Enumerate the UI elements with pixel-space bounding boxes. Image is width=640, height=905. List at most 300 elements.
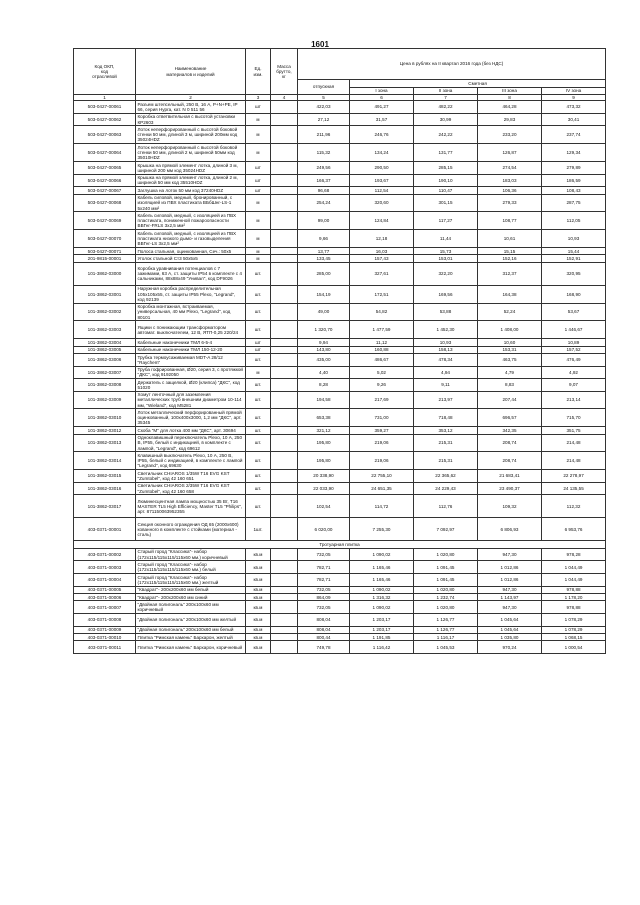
price-zone4: 30,41 xyxy=(542,113,606,126)
item-code: 101-3862-03002 xyxy=(74,303,136,321)
item-unit: шт. xyxy=(246,409,271,427)
item-unit: шт. xyxy=(246,482,271,495)
item-code: 101-3862-03006 xyxy=(74,353,136,366)
header-zone3: III зона xyxy=(478,88,542,95)
price-zone3: 1 012,86 xyxy=(478,561,542,574)
price-zone1: 124,84 xyxy=(350,212,414,230)
item-mass xyxy=(271,614,298,627)
item-unit: шт xyxy=(246,346,271,353)
price-zone3: 1 408,00 xyxy=(478,321,542,339)
item-mass xyxy=(271,255,298,262)
price-zone1: 219,06 xyxy=(350,452,414,470)
price-release: 211,96 xyxy=(298,126,350,144)
item-name: Старый город "Классика"- набор (172х115/115х115/115х60 мм.) желтый xyxy=(136,574,246,587)
price-zone3: 1 035,80 xyxy=(478,633,542,640)
price-release: 1 320,70 xyxy=(298,321,350,339)
price-release: 49,00 xyxy=(298,303,350,321)
price-zone3: 52,24 xyxy=(478,303,542,321)
item-unit: м xyxy=(246,126,271,144)
item-code: 503-0427-00070 xyxy=(74,230,136,248)
item-name: "Квадрат"- 200х200х60 мм синий xyxy=(136,594,246,601)
item-name: Разъем штепсельный, 250 В, 16 А, P+N+PE, IP 66, серия Hypra, кат. N 0 511 56 xyxy=(136,101,246,114)
item-mass xyxy=(271,391,298,409)
price-zone1: 1 090,02 xyxy=(350,601,414,614)
item-code: 403-0371-00002 xyxy=(74,548,136,561)
price-zone4: 213,14 xyxy=(542,391,606,409)
price-zone2: 213,97 xyxy=(414,391,478,409)
price-zone2: 24 229,43 xyxy=(414,482,478,495)
price-release: 321,12 xyxy=(298,427,350,434)
table-row xyxy=(74,586,606,593)
table-row xyxy=(74,101,606,114)
price-release: 782,71 xyxy=(298,561,350,574)
price-zone4: 214,48 xyxy=(542,434,606,452)
price-zone3: 15,15 xyxy=(478,247,542,254)
price-zone4: 10,89 xyxy=(542,339,606,346)
table-row xyxy=(74,434,606,452)
price-release: 285,00 xyxy=(298,262,350,285)
item-name: Кабельные наконечники ТМЛ 150-12-20 xyxy=(136,346,246,353)
item-unit: кв.м xyxy=(246,614,271,627)
price-zone4: 214,48 xyxy=(542,452,606,470)
item-mass xyxy=(271,633,298,640)
table-row xyxy=(74,161,606,174)
price-zone2: 1 126,77 xyxy=(414,614,478,627)
price-zone1: 7 255,30 xyxy=(350,518,414,541)
price-zone3: 1 045,64 xyxy=(478,614,542,627)
item-code: 403-0371-00007 xyxy=(74,601,136,614)
price-zone2: 242,22 xyxy=(414,126,478,144)
item-mass xyxy=(271,187,298,194)
column-number: 7 xyxy=(414,95,478,101)
item-mass xyxy=(271,586,298,593)
item-code: 503-0427-00071 xyxy=(74,247,136,254)
item-name: Коробка монтажная, встраиваемая, универсальная, 40 мм Plexo, "Legrand", код 80101 xyxy=(136,303,246,321)
price-release: 8,28 xyxy=(298,379,350,392)
price-release: 20 338,90 xyxy=(298,470,350,483)
item-code: 403-0371-00008 xyxy=(74,614,136,627)
item-name: "Квадрат"- 200х200х60 мм белый xyxy=(136,586,246,593)
item-unit: шт. xyxy=(246,391,271,409)
price-zone1: 193,67 xyxy=(350,174,414,187)
price-zone3: 1 143,97 xyxy=(478,594,542,601)
column-number: 1 xyxy=(74,95,136,101)
price-zone1: 172,51 xyxy=(350,285,414,303)
price-zone3: 29,83 xyxy=(478,113,542,126)
price-zone3: 463,75 xyxy=(478,353,542,366)
table-row xyxy=(74,346,606,353)
price-zone4: 978,88 xyxy=(542,586,606,593)
table-row xyxy=(74,470,606,483)
item-unit: кв.м xyxy=(246,626,271,633)
item-unit: кв.м xyxy=(246,641,271,654)
item-mass xyxy=(271,434,298,452)
price-zone4: 24 135,55 xyxy=(542,482,606,495)
price-zone1: 12,18 xyxy=(350,230,414,248)
item-unit: м xyxy=(246,212,271,230)
item-mass xyxy=(271,144,298,162)
price-zone4: 351,75 xyxy=(542,427,606,434)
price-zone1: 1 165,46 xyxy=(350,574,414,587)
price-zone3: 696,57 xyxy=(478,409,542,427)
price-zone1: 327,61 xyxy=(350,262,414,285)
price-zone2: 15,73 xyxy=(414,247,478,254)
table-row xyxy=(74,561,606,574)
item-unit: шт xyxy=(246,174,271,187)
price-zone4: 6 953,76 xyxy=(542,518,606,541)
price-zone2: 301,15 xyxy=(414,194,478,212)
price-zone1: 134,24 xyxy=(350,144,414,162)
price-zone2: 322,20 xyxy=(414,262,478,285)
price-zone3: 164,38 xyxy=(478,285,542,303)
item-mass xyxy=(271,285,298,303)
price-release: 154,19 xyxy=(298,285,350,303)
item-unit: шт xyxy=(246,101,271,114)
item-mass xyxy=(271,495,298,518)
price-zone4: 157,52 xyxy=(542,346,606,353)
item-unit: шт. xyxy=(246,495,271,518)
price-release: 800,44 xyxy=(298,633,350,640)
table-row xyxy=(74,614,606,627)
table-row xyxy=(74,262,606,285)
price-zone1: 1 191,85 xyxy=(350,633,414,640)
price-zone4: 978,88 xyxy=(542,601,606,614)
item-code: 503-0427-00066 xyxy=(74,174,136,187)
item-mass xyxy=(271,262,298,285)
header-mass: Масса брутто, кг xyxy=(271,49,298,95)
item-unit: шт. xyxy=(246,434,271,452)
item-unit: шт. xyxy=(246,303,271,321)
item-unit: кв.м xyxy=(246,586,271,593)
price-zone3: 312,37 xyxy=(478,262,542,285)
price-zone4: 1 446,67 xyxy=(542,321,606,339)
item-code: 503-0427-00064 xyxy=(74,144,136,162)
item-name: Лоток металлический перфорированный прямой оцинкованный, 100х400х3000, 1,2 мм "ДКС", арт. 35345 xyxy=(136,409,246,427)
table-row xyxy=(74,285,606,303)
item-unit: кв.м xyxy=(246,548,271,561)
price-release: 808,04 xyxy=(298,614,350,627)
price-release: 195,80 xyxy=(298,452,350,470)
price-release: 732,05 xyxy=(298,548,350,561)
header-zone2: II зона xyxy=(414,88,478,95)
price-zone2: 4,94 xyxy=(414,366,478,379)
price-zone2: 112,76 xyxy=(414,495,478,518)
table-body xyxy=(74,101,606,654)
item-name: Одноклавишный переключатель Plexo, 10 А, 250 В, IP55, белый с индикацией, в комплекте с лампой, "Legrand", код 69612 xyxy=(136,434,246,452)
price-zone2: 1 116,17 xyxy=(414,633,478,640)
price-zone2: 9,11 xyxy=(414,379,478,392)
item-unit: шт. xyxy=(246,470,271,483)
item-name: Старый город "Классика"- набор (172х115/115х115/115х60 мм.) белый xyxy=(136,561,246,574)
price-zone1: 359,27 xyxy=(350,427,414,434)
price-zone2: 1 452,30 xyxy=(414,321,478,339)
item-mass xyxy=(271,594,298,601)
item-mass xyxy=(271,482,298,495)
item-name: Лоток неперфорированный с высотой боковой стенки 50 мм, длиной 3 м, шириной 200мм код 35024HDZ xyxy=(136,126,246,144)
item-unit: шт. xyxy=(246,262,271,285)
item-unit: м xyxy=(246,113,271,126)
table-row xyxy=(74,452,606,470)
item-code: 403-0371-00006 xyxy=(74,594,136,601)
price-zone2: 1 020,80 xyxy=(414,601,478,614)
item-code: 403-0371-00001 xyxy=(74,518,136,541)
price-zone1: 1 477,59 xyxy=(350,321,414,339)
item-name: Коробка уравнивания потенциалов с 7 зажимами, 63 А, ст. защиты IP54 в комплекте с 4 сальниками, 88х88х49 "Унивал", код DF9026 xyxy=(136,262,246,285)
price-zone1: 16,03 xyxy=(350,247,414,254)
price-zone4: 237,74 xyxy=(542,126,606,144)
item-mass xyxy=(271,452,298,470)
table-row xyxy=(74,113,606,126)
item-mass xyxy=(271,212,298,230)
item-unit: кв.м xyxy=(246,633,271,640)
price-zone2: 190,10 xyxy=(414,174,478,187)
column-number: 5 xyxy=(298,95,350,101)
item-mass xyxy=(271,561,298,574)
price-zone4: 1 178,20 xyxy=(542,594,606,601)
price-zone2: 53,88 xyxy=(414,303,478,321)
price-zone1: 24 651,35 xyxy=(350,482,414,495)
item-unit: 1шт. xyxy=(246,518,271,541)
price-release: 143,80 xyxy=(298,346,350,353)
item-code: 503-0427-00063 xyxy=(74,126,136,144)
item-mass xyxy=(271,427,298,434)
price-release: 96,68 xyxy=(298,187,350,194)
section-title: Тротуарная плитка xyxy=(74,541,606,548)
table-row xyxy=(74,379,606,392)
item-name: Заглушка на лоток 50 мм код 37240HDZ xyxy=(136,187,246,194)
item-name: "Двойная полигональ" 200х100х60 мм коричневый xyxy=(136,601,246,614)
item-mass xyxy=(271,379,298,392)
price-zone1: 1 203,17 xyxy=(350,626,414,633)
item-code: 101-3862-03001 xyxy=(74,285,136,303)
price-zone4: 1 078,29 xyxy=(542,614,606,627)
price-zone2: 7 092,97 xyxy=(414,518,478,541)
price-release: 194,58 xyxy=(298,391,350,409)
price-zone3: 10,60 xyxy=(478,339,542,346)
table-row xyxy=(74,144,606,162)
item-mass xyxy=(271,626,298,633)
item-name: "Двойная полигональ" 200х100х60 мм белый xyxy=(136,626,246,633)
table-row xyxy=(74,247,606,254)
price-release: 133,45 xyxy=(298,255,350,262)
item-unit: шт. xyxy=(246,353,271,366)
table-row xyxy=(74,594,606,601)
price-zone3: 1 045,64 xyxy=(478,626,542,633)
item-mass xyxy=(271,366,298,379)
item-name: Наружная коробка распределительная 105х105х55, ст. защиты IP55 Plexo, "Legrand", код 92139 xyxy=(136,285,246,303)
price-release: 102,54 xyxy=(298,495,350,518)
item-code: 403-0371-00010 xyxy=(74,633,136,640)
price-zone2: 110,47 xyxy=(414,187,478,194)
item-name: Трубка термоусаживаемая MDT-A 28/12 "Raychem" xyxy=(136,353,246,366)
table-row xyxy=(74,353,606,366)
item-name: Полоса стальная, оцинкованная, Сеч.: 50х5 xyxy=(136,247,246,254)
price-zone2: 10,93 xyxy=(414,339,478,346)
table-row xyxy=(74,601,606,614)
price-zone3: 947,30 xyxy=(478,586,542,593)
price-release: 9,94 xyxy=(298,339,350,346)
item-unit: кв.м xyxy=(246,594,271,601)
item-name: Плитка "Римская камень" Бархарон, коричневый xyxy=(136,641,246,654)
price-release: 732,05 xyxy=(298,601,350,614)
item-code: 201-9815-00001 xyxy=(74,255,136,262)
item-name: Секция оконного ограждения ОД 65 (2000х600) кованного в комплекте с стойками (материал - сталь) xyxy=(136,518,246,541)
price-release: 4,40 xyxy=(298,366,350,379)
price-zone4: 1 044,49 xyxy=(542,574,606,587)
item-name: Кабель силовой, медный, с изоляцией из ПВХ пластиката, пониженной пожароопасности ВВГнг-FRLS 3х2,5 мм² xyxy=(136,212,246,230)
price-release: 653,38 xyxy=(298,409,350,427)
price-zone3: 21 683,41 xyxy=(478,470,542,483)
table-row xyxy=(74,427,606,434)
item-mass xyxy=(271,409,298,427)
item-code: 101-3862-03004 xyxy=(74,339,136,346)
price-zone1: 486,67 xyxy=(350,353,414,366)
item-code: 101-3862-03014 xyxy=(74,452,136,470)
header-zone1: I зона xyxy=(350,88,414,95)
price-zone4: 22 278,97 xyxy=(542,470,606,483)
item-code: 101-3862-03016 xyxy=(74,482,136,495)
column-number: 8 xyxy=(478,95,542,101)
price-zone1: 1 165,46 xyxy=(350,561,414,574)
price-zone2: 1 232,74 xyxy=(414,594,478,601)
price-zone1: 11,12 xyxy=(350,339,414,346)
item-code: 101-3862-03009 xyxy=(74,391,136,409)
price-zone3: 4,79 xyxy=(478,366,542,379)
item-code: 403-0371-00009 xyxy=(74,626,136,633)
price-zone3: 109,32 xyxy=(478,495,542,518)
item-mass xyxy=(271,574,298,587)
column-number: 2 xyxy=(136,95,246,101)
item-mass xyxy=(271,194,298,212)
table-row xyxy=(74,194,606,212)
price-zone4: 978,28 xyxy=(542,548,606,561)
price-zone2: 153,01 xyxy=(414,255,478,262)
price-zone3: 1 012,86 xyxy=(478,574,542,587)
price-zone3: 126,87 xyxy=(478,144,542,162)
price-release: 27,12 xyxy=(298,113,350,126)
item-unit: м xyxy=(246,247,271,254)
price-release: 808,04 xyxy=(298,626,350,633)
price-zone2: 718,48 xyxy=(414,409,478,427)
item-code: 403-0371-00005 xyxy=(74,586,136,593)
price-table xyxy=(73,48,606,654)
item-unit: кв.м xyxy=(246,601,271,614)
price-zone4: 1 068,15 xyxy=(542,633,606,640)
item-name: Держатель с защелкой, Ø20 (клипса) "ДКС", код 51020 xyxy=(136,379,246,392)
table-row xyxy=(74,633,606,640)
column-number: 3 xyxy=(246,95,271,101)
item-code: 101-3862-03017 xyxy=(74,495,136,518)
table-row xyxy=(74,409,606,427)
item-code: 101-3862-03000 xyxy=(74,262,136,285)
item-code: 101-3862-03012 xyxy=(74,427,136,434)
price-zone2: 169,56 xyxy=(414,285,478,303)
item-name: Люминесцентная лампа мощностью 35 Вт, T16 MASTER TL5 High Efficiency, Master TL5 "Philips", арт. 871150063952355 xyxy=(136,495,246,518)
price-zone4: 473,32 xyxy=(542,101,606,114)
price-release: 782,71 xyxy=(298,574,350,587)
price-zone1: 219,06 xyxy=(350,434,414,452)
price-zone1: 112,54 xyxy=(350,187,414,194)
price-zone1: 1 090,02 xyxy=(350,548,414,561)
price-zone2: 353,12 xyxy=(414,427,478,434)
price-zone3: 23 490,37 xyxy=(478,482,542,495)
item-code: 101-3862-03007 xyxy=(74,366,136,379)
header-release: отпускная xyxy=(298,80,350,95)
item-name: Уголок стальной Ст3 50х5х5 xyxy=(136,255,246,262)
price-zone4: 476,49 xyxy=(542,353,606,366)
item-unit: м xyxy=(246,255,271,262)
price-zone4: 1 078,29 xyxy=(542,626,606,633)
table-row xyxy=(74,255,606,262)
item-unit: шт. xyxy=(246,427,271,434)
header-code: Код ОКП, код отраслевой xyxy=(74,49,136,95)
price-zone1: 5,02 xyxy=(350,366,414,379)
table-row xyxy=(74,495,606,518)
price-zone4: 15,44 xyxy=(542,247,606,254)
price-zone4: 152,91 xyxy=(542,255,606,262)
price-zone4: 53,67 xyxy=(542,303,606,321)
item-code: 101-3862-03013 xyxy=(74,434,136,452)
column-number: 4 xyxy=(271,95,298,101)
item-code: 403-0371-00004 xyxy=(74,574,136,587)
item-code: 503-0427-00061 xyxy=(74,101,136,114)
price-release: 6 020,00 xyxy=(298,518,350,541)
page-number: 1601 xyxy=(311,40,329,49)
item-mass xyxy=(271,126,298,144)
price-zone2: 131,77 xyxy=(414,144,478,162)
price-zone2: 158,13 xyxy=(414,346,478,353)
price-zone4: 10,93 xyxy=(542,230,606,248)
table-row xyxy=(74,174,606,187)
item-unit: шт xyxy=(246,339,271,346)
item-mass xyxy=(271,174,298,187)
price-zone2: 1 045,53 xyxy=(414,641,478,654)
item-unit: шт. xyxy=(246,285,271,303)
price-zone4: 108,43 xyxy=(542,187,606,194)
item-code: 101-3862-03010 xyxy=(74,409,136,427)
table-row xyxy=(74,339,606,346)
item-mass xyxy=(271,161,298,174)
header-estimate: Сметная xyxy=(350,80,606,88)
item-name: Труба гофрированная, Ø20, серия 3, с протяжкой "ДКС", код 9192050 xyxy=(136,366,246,379)
price-zone1: 114,72 xyxy=(350,495,414,518)
price-zone4: 320,95 xyxy=(542,262,606,285)
item-name: Лоток неперфорированный с высотой боковой стенки 50 мм, длиной 2 м, шириной 50мм код 35010HDZ xyxy=(136,144,246,162)
price-zone1: 1 316,32 xyxy=(350,594,414,601)
price-zone1: 320,60 xyxy=(350,194,414,212)
price-release: 749,78 xyxy=(298,641,350,654)
price-zone1: 31,57 xyxy=(350,113,414,126)
price-zone3: 208,74 xyxy=(478,452,542,470)
price-zone4: 1 000,54 xyxy=(542,641,606,654)
price-zone4: 4,92 xyxy=(542,366,606,379)
price-release: 435,00 xyxy=(298,353,350,366)
header-price-group: Цена в рублях на II квартал 2016 года (без НДС) xyxy=(298,49,606,80)
price-zone2: 1 091,45 xyxy=(414,574,478,587)
price-zone1: 217,69 xyxy=(350,391,414,409)
item-name: Крышка на прямой элемент лотка, длиной 2 м, шириной 50 мм код 35510HDZ xyxy=(136,174,246,187)
price-zone2: 117,27 xyxy=(414,212,478,230)
item-code: 503-0427-00062 xyxy=(74,113,136,126)
price-zone3: 274,54 xyxy=(478,161,542,174)
item-mass xyxy=(271,548,298,561)
price-release: 9,66 xyxy=(298,230,350,248)
price-release: 115,32 xyxy=(298,144,350,162)
price-zone4: 279,89 xyxy=(542,161,606,174)
price-zone4: 186,59 xyxy=(542,174,606,187)
price-zone3: 108,77 xyxy=(478,212,542,230)
item-code: 503-0427-00067 xyxy=(74,187,136,194)
